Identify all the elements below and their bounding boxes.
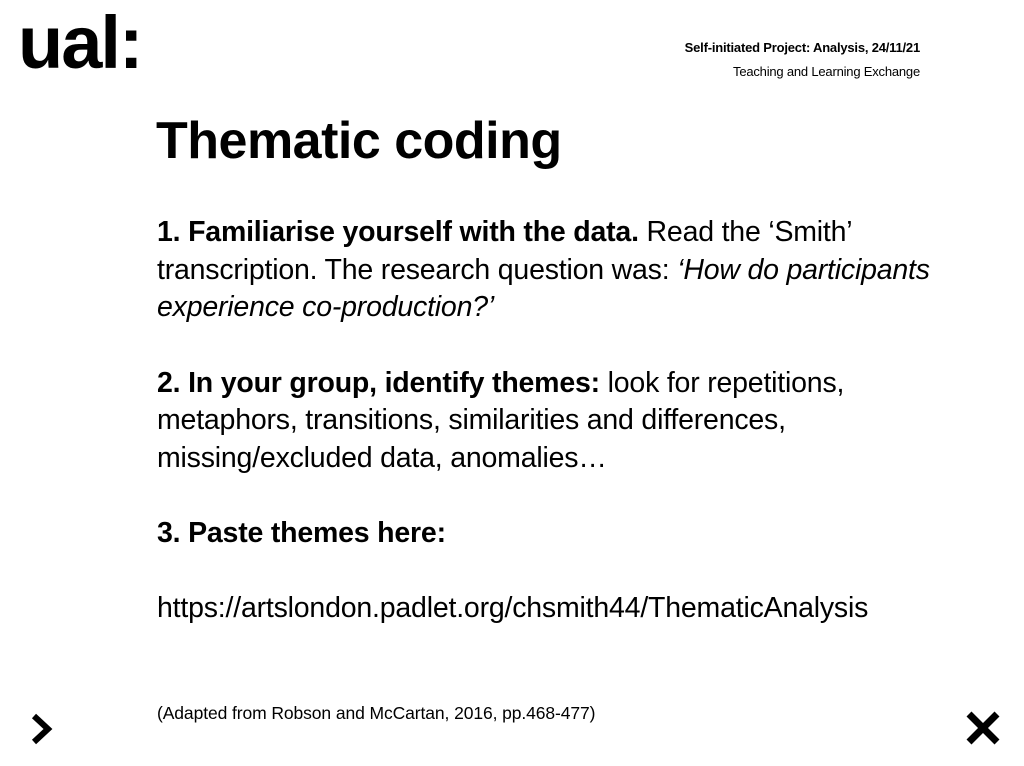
step-3 <box>157 515 937 553</box>
step-1-heading: 1. Familiarise yourself with the data. <box>157 216 639 248</box>
research-question: ‘How do participants experience co-production?’ <box>157 253 930 323</box>
session-title: Self-initiated Project: Analysis, 24/11/21 <box>684 40 920 55</box>
citation: (Adapted from Robson and McCartan, 2016, pp.468-477) <box>157 703 596 723</box>
step-2-heading: 2. In your group, identify themes: <box>157 366 600 399</box>
chevron-right-icon[interactable] <box>26 709 58 749</box>
padlet-link[interactable]: https://artslondon.padlet.org/chsmith44/ThematicAnalysis <box>157 591 869 624</box>
step-1 <box>157 214 937 327</box>
close-icon[interactable] <box>963 708 1003 748</box>
step-2 <box>157 365 937 478</box>
ual-logo: ual: <box>18 1 142 84</box>
slide-body <box>157 214 937 627</box>
step-1-text: Read the ‘Smith’ transcription. The research question was: <box>157 216 852 286</box>
department-name: Teaching and Learning Exchange <box>733 64 920 79</box>
slide-header <box>685 40 920 80</box>
step-3-heading: 3. Paste themes here: <box>157 517 446 549</box>
step-2-text: look for repetitions, metaphors, transitions, similarities and differences, missing/excluded data, anomalies… <box>157 366 845 474</box>
slide-title: Thematic coding <box>156 112 562 170</box>
